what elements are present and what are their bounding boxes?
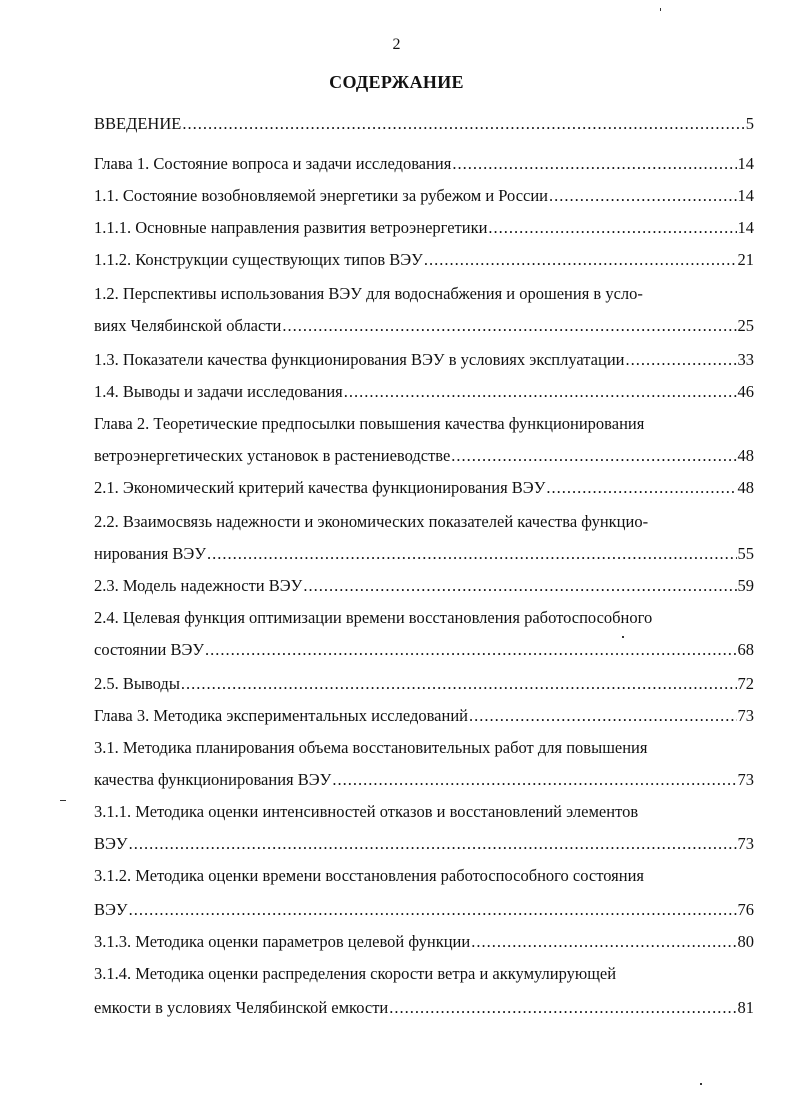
- toc-entry-page: 81: [737, 998, 754, 1017]
- toc-entry-title: ВВЕДЕНИЕ: [94, 114, 182, 133]
- toc-entry-page: 76: [737, 900, 754, 919]
- scan-speck: [622, 636, 624, 638]
- toc-entry-title: 2.2. Взаимосвязь надежности и экономических показателей качества функцио-: [94, 512, 649, 531]
- page-number: 2: [392, 36, 401, 53]
- toc-entry-title: 1.3. Показатели качества функционирования ВЭУ в условиях эксплуатации: [94, 350, 625, 369]
- toc-entry-line1: [94, 510, 754, 534]
- toc-entry-title: 3.1.1. Методика оценки интенсивностей отказов и восстановлений элементов: [94, 802, 639, 821]
- toc-entry: [94, 832, 754, 856]
- toc-entry-page: 68: [737, 640, 754, 659]
- toc-entry: [94, 672, 754, 696]
- toc-leader-dots: [129, 832, 737, 856]
- toc-entry-title: 2.5. Выводы: [94, 674, 180, 693]
- toc-entry: [94, 930, 754, 954]
- toc-entry-title: виях Челябинской области: [94, 316, 282, 335]
- toc-entry-line1: [94, 864, 754, 888]
- toc-entry-title: Глава 1. Состояние вопроса и задачи исследования: [94, 154, 452, 173]
- toc-entry-page: 5: [745, 114, 754, 133]
- toc-entry-page: 46: [737, 382, 754, 401]
- scan-speck: [60, 800, 66, 801]
- toc-entry-page: 14: [737, 218, 754, 237]
- toc-entry-page: 55: [737, 544, 754, 563]
- toc-entry: [94, 184, 754, 208]
- toc-entry-line1: [94, 800, 754, 824]
- toc-entry-title: 3.1. Методика планирования объема восстановительных работ для повышения: [94, 738, 648, 757]
- toc-entry-line1: [94, 282, 754, 306]
- toc-leader-dots: [207, 542, 736, 566]
- toc-leader-dots: [452, 152, 736, 176]
- toc-leader-dots: [389, 996, 736, 1020]
- toc-leader-dots: [129, 898, 737, 922]
- toc-entry-page: 73: [737, 706, 754, 725]
- toc-entry: [94, 574, 754, 598]
- toc-leader-dots: [282, 314, 736, 338]
- toc-leader-dots: [424, 248, 737, 272]
- toc-entry-page: 25: [737, 316, 754, 335]
- toc-leader-dots: [181, 672, 737, 696]
- toc-entry-page: 33: [737, 350, 754, 369]
- toc-entry-line1: [94, 606, 754, 630]
- toc-leader-dots: [549, 184, 736, 208]
- toc-entry-page: 80: [737, 932, 754, 951]
- toc-leader-dots: [303, 574, 736, 598]
- toc-entry: [94, 704, 754, 728]
- toc-entry-line1: [94, 962, 754, 986]
- toc-entry: [94, 314, 754, 338]
- toc-entry-title: нирования ВЭУ: [94, 544, 207, 563]
- toc-leader-dots: [205, 638, 736, 662]
- toc-entry: [94, 112, 754, 136]
- scan-speck: [700, 1083, 702, 1085]
- toc-entry-title: 2.4. Целевая функция оптимизации времени восстановления работоспособного: [94, 608, 653, 627]
- toc-entry: [94, 638, 754, 662]
- toc-entry: [94, 996, 754, 1020]
- toc-entry-title: 1.2. Перспективы использования ВЭУ для водоснабжения и орошения в усло-: [94, 284, 643, 303]
- toc-entry-title: ВЭУ: [94, 834, 128, 853]
- toc-entry: [94, 768, 754, 792]
- toc-entry: [94, 152, 754, 176]
- toc-entry-line1: [94, 736, 754, 760]
- toc-entry-title: состоянии ВЭУ: [94, 640, 205, 659]
- toc-entry: [94, 348, 754, 372]
- toc-leader-dots: [488, 216, 736, 240]
- toc-leader-dots: [471, 930, 736, 954]
- toc-entry: [94, 216, 754, 240]
- toc-leader-dots: [626, 348, 737, 372]
- toc-entry-page: 48: [737, 446, 754, 465]
- toc-entry-line1: [94, 412, 754, 436]
- toc-entry-title: 3.1.2. Методика оценки времени восстановления работоспособного состояния: [94, 866, 644, 885]
- toc-entry-page: 73: [737, 770, 754, 789]
- toc-entry-title: 1.1. Состояние возобновляемой энергетики за рубежом и России: [94, 186, 549, 205]
- toc-entry-page: 72: [737, 674, 754, 693]
- toc-entry-title: 3.1.3. Методика оценки параметров целевой функции: [94, 932, 471, 951]
- toc-entry-page: 59: [737, 576, 754, 595]
- toc-entry-title: 1.4. Выводы и задачи исследования: [94, 382, 343, 401]
- toc-leader-dots: [182, 112, 744, 136]
- toc-leader-dots: [332, 768, 736, 792]
- toc-entry-title: емкости в условиях Челябинской емкости: [94, 998, 389, 1017]
- toc-leader-dots: [451, 444, 736, 468]
- toc-entry: [94, 248, 754, 272]
- toc-entry: [94, 444, 754, 468]
- toc-entry-title: 2.3. Модель надежности ВЭУ: [94, 576, 303, 595]
- scan-speck: [660, 8, 661, 11]
- page-title: СОДЕРЖАНИЕ: [329, 72, 464, 92]
- toc-entry-title: 2.1. Экономический критерий качества функционирования ВЭУ: [94, 478, 546, 497]
- toc-entry-title: ВЭУ: [94, 900, 128, 919]
- toc-entry-title: 1.1.1. Основные направления развития ветроэнергетики: [94, 218, 488, 237]
- toc-entry-page: 73: [737, 834, 754, 853]
- toc-entry: [94, 380, 754, 404]
- toc-entry-page: 14: [737, 154, 754, 173]
- toc-entry-title: 3.1.4. Методика оценки распределения скорости ветра и аккумулирующей: [94, 964, 617, 983]
- toc-leader-dots: [546, 476, 736, 500]
- toc-entry-title: качества функционирования ВЭУ: [94, 770, 332, 789]
- toc-entry-page: 14: [737, 186, 754, 205]
- toc-entry-page: 21: [737, 250, 754, 269]
- toc-entry: [94, 898, 754, 922]
- toc-entry-page: 48: [737, 478, 754, 497]
- toc-leader-dots: [344, 380, 737, 404]
- toc-leader-dots: [469, 704, 737, 728]
- toc-entry-title: Глава 2. Теоретические предпосылки повышения качества функционирования: [94, 414, 645, 433]
- toc-entry-title: 1.1.2. Конструкции существующих типов ВЭУ: [94, 250, 423, 269]
- toc-entry-title: ветроэнергетических установок в растениеводстве: [94, 446, 451, 465]
- toc-entry: [94, 476, 754, 500]
- toc-entry-title: Глава 3. Методика экспериментальных исследований: [94, 706, 468, 725]
- toc-entry: [94, 542, 754, 566]
